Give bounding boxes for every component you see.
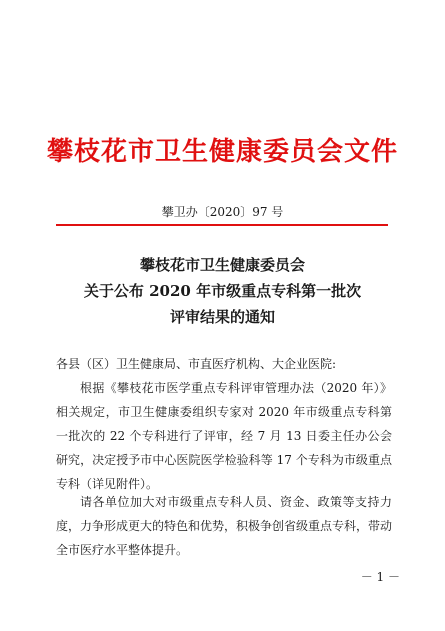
body-paragraph-1: 根据《攀枝花市医学重点专科评审管理办法（2020 年）》相关规定，市卫生健康委组织专家对 2020 年市级重点专科第一批次的 22 个专科进行了评审，经 7 月 13 日委主任办公会研究，决定授予市中心医院医学检验科等 17 个专科为市级重点专科（详见附件）。 bbox=[56, 381, 392, 491]
title-line-2: 关于公布 2020 年市级重点专科第一批次 bbox=[83, 282, 362, 300]
title-line-3: 评审结果的通知 bbox=[169, 308, 275, 326]
salutation: 各县（区）卫生健康局、市直医疗机构、大企业医院: bbox=[56, 357, 337, 371]
red-divider bbox=[56, 224, 388, 226]
title-line-1: 攀枝花市卫生健康委员会 bbox=[139, 256, 305, 274]
page-number: － 1 － bbox=[360, 570, 400, 584]
body-paragraph-2: 请各单位加大对市级重点专科人员、资金、政策等支持力度，力争形成更大的特色和优势，积极争创省级重点专科，带动全市医疗水平整体提升。 bbox=[56, 495, 393, 557]
document-number: 攀卫办〔2020〕97 号 bbox=[161, 205, 284, 219]
document-banner: 攀枝花市卫生健康委员会文件 bbox=[46, 137, 398, 167]
